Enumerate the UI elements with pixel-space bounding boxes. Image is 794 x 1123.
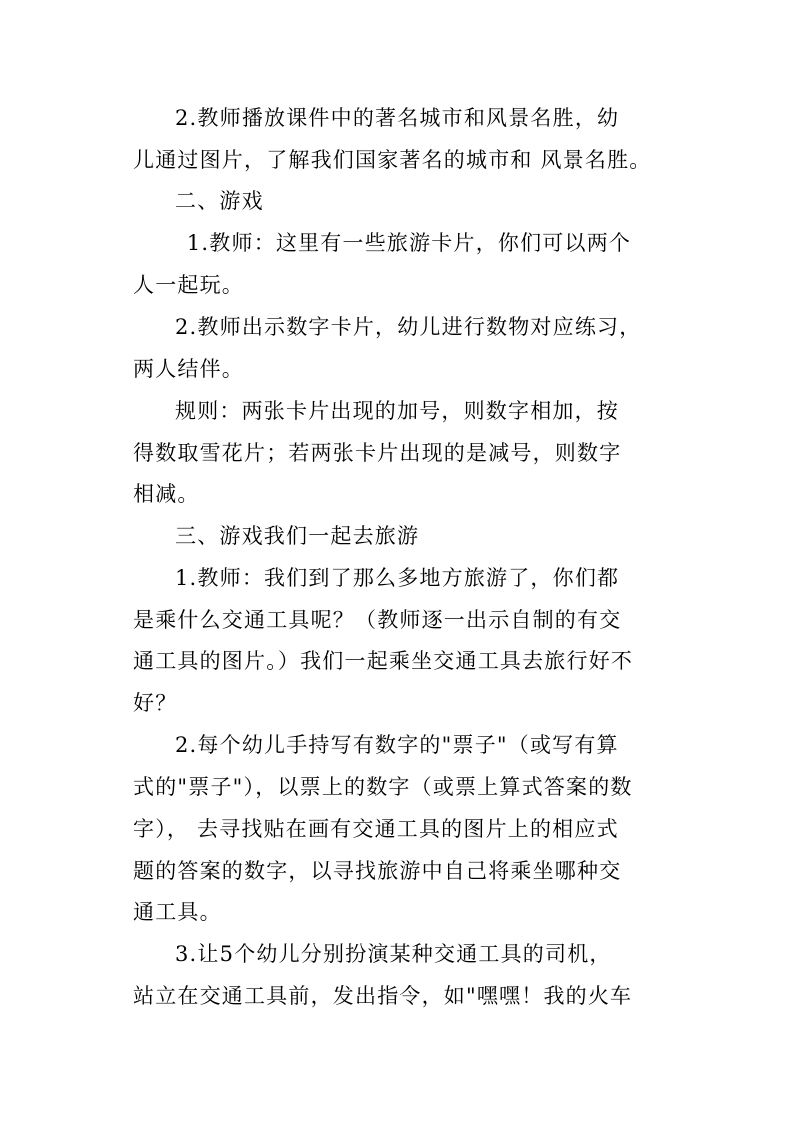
paragraph-line: 1.教师：我们到了那么多地方旅游了，你们都 xyxy=(175,566,620,590)
paragraph-line: 规则：两张卡片出现的加号，则数字相加，按 xyxy=(175,399,619,423)
paragraph-line: 通工具的图片。）我们一起乘坐交通工具去旅行好不 xyxy=(133,649,634,673)
paragraph-line: 相减。 xyxy=(133,482,200,506)
paragraph-line: 好？ xyxy=(133,691,178,715)
paragraph-line: 字）， 去寻找贴在画有交通工具的图片上的相应式 xyxy=(133,817,619,841)
paragraph-line: 是乘什么交通工具呢？（教师逐一出示自制的有交 xyxy=(133,608,622,632)
paragraph-line: 3.让5个幼儿分别扮演某种交通工具的司机， xyxy=(175,942,612,966)
paragraph-line: 2.教师出示数字卡片，幼儿进行数物对应练习， xyxy=(175,315,642,339)
paragraph-line: 站立在交通工具前，发出指令，如"嘿嘿！我的火车 xyxy=(133,984,633,1008)
paragraph-line: 两人结伴。 xyxy=(133,357,244,381)
section-heading: 三、游戏我们一起去旅游 xyxy=(175,524,420,548)
section-heading: 二、游戏 xyxy=(175,189,264,213)
paragraph-line: 2.教师播放课件中的著名城市和风景名胜，幼 xyxy=(175,106,620,130)
paragraph-line: 1.教师：这里有一些旅游卡片，你们可以两个 xyxy=(179,231,632,255)
paragraph-line: 人一起玩。 xyxy=(133,273,244,297)
paragraph-line: 通工具。 xyxy=(133,900,222,924)
paragraph-line: 得数取雪花片；若两张卡片出现的是减号，则数字 xyxy=(133,441,622,465)
paragraph-line: 题的答案的数字，以寻找旅游中自己将乘坐哪种交 xyxy=(133,859,622,883)
paragraph-line: 儿通过图片，了解我们国家著名的城市和 风景名胜。 xyxy=(133,148,652,172)
paragraph-line: 式的"票子"），以票上的数字（或票上算式答案的数 xyxy=(133,775,633,799)
paragraph-line: 2.每个幼儿手持写有数字的"票子"（或写有算 xyxy=(175,733,619,757)
